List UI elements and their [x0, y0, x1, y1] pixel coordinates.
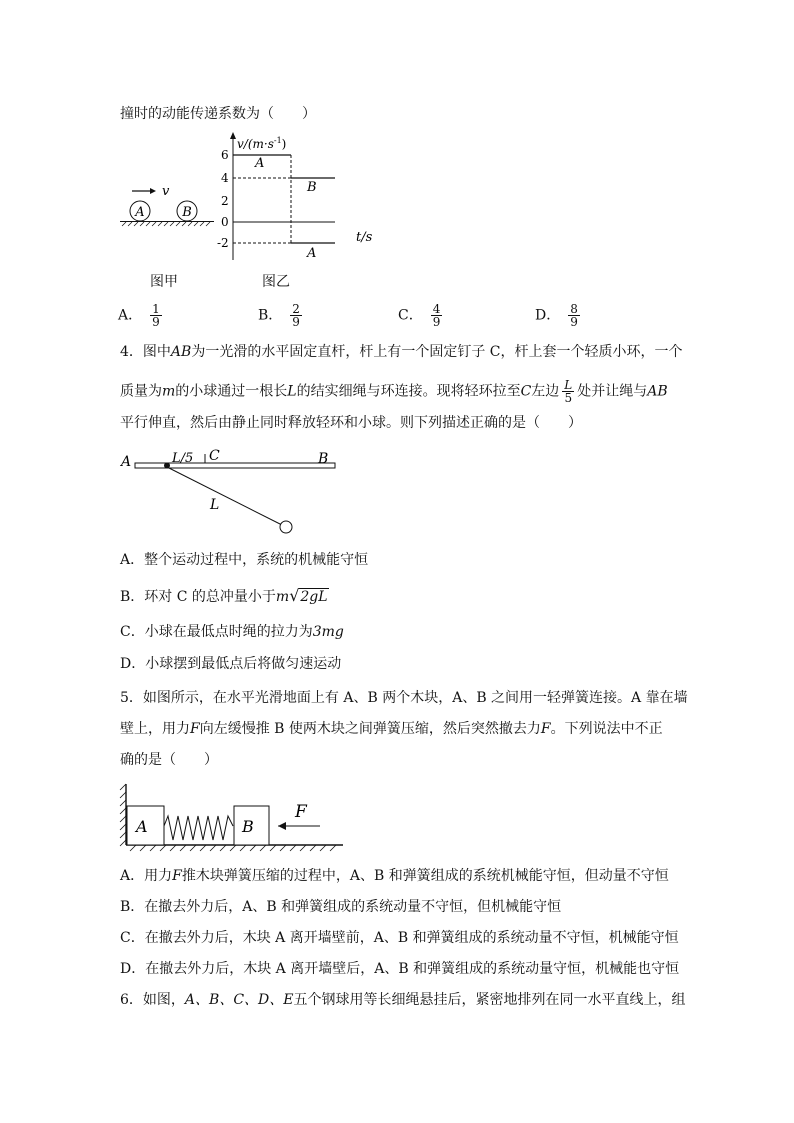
distance-l5-label: L/5 [172, 451, 194, 466]
svg-text:v/(m·s-1) [237, 136, 286, 151]
figure-jia [118, 180, 228, 230]
q5-line-2: 壁上，用力F向左缓慢推 B 使两木块之间弹簧压缩，然后突然撤去力F。下列说法中不正 [120, 721, 663, 737]
block-a-label: A [136, 817, 148, 836]
figure-q5-blocks [118, 782, 348, 852]
q3-stem-tail: 撞时的动能传递系数为（ ） [120, 106, 316, 122]
q5-option-c: C．在撤去外力后，木块 A 离开墙壁前，A、B 和弹簧组成的系统动量不守恒，机械能守恒 [120, 930, 679, 946]
q3-option-c: C． $\frac{4}{9}$ [398, 302, 441, 329]
q4-line-3: 平行伸直，然后由静止同时释放轻环和小球。则下列描述正确的是（ ） [120, 415, 582, 431]
q3-option-d: D． $\frac{8}{9}$ [535, 302, 578, 329]
q6-line-1: 6．如图，A、B、C、D、E五个钢球用等长细绳悬挂后，紧密地排列在同一水平直线上，组 [120, 992, 686, 1008]
block-b-label: B [242, 817, 254, 836]
ball-a-label: A [135, 205, 145, 220]
q5-option-a: A．用力F推木块弹簧压缩的过程中，A、B 和弹簧组成的系统机械能守恒，但动量不守恒 [120, 868, 669, 884]
q5-option-d: D．在撤去外力后，木块 A 离开墙壁后，A、B 和弹簧组成的系统动量守恒，机械能也守恒 [120, 961, 680, 977]
y-tick-2: 2 [221, 194, 229, 208]
nail-c-label: C [209, 448, 220, 464]
y-axis-close: ) [281, 137, 287, 151]
y-tick-6: 6 [221, 148, 229, 162]
figure-yi-caption: 图乙 [262, 274, 290, 290]
velocity-label: v [162, 184, 170, 199]
q4-option-b: B．环对 C 的总冲量小于m√2gL [120, 586, 328, 605]
q5-line-3: 确的是（ ） [120, 752, 218, 768]
rope-l-label: L [210, 497, 220, 513]
y-axis-sup: -1 [273, 136, 282, 145]
line-a-bottom-label: A [307, 246, 317, 261]
force-f-label: F [295, 802, 307, 822]
y-tick-0: 0 [221, 215, 229, 229]
q4-line-1: 4．图中AB为一光滑的水平固定直杆，杆上有一个固定钉子 C，杆上套一个轻质小环，一个 [120, 344, 683, 360]
q3-option-b: B． $\frac{2}{9}$ [258, 302, 300, 329]
y-tick-neg2: -2 [217, 236, 229, 250]
figure-jia-caption: 图甲 [150, 274, 178, 290]
q4-option-c: C．小球在最低点时绳的拉力为3mg [120, 624, 344, 640]
rod-end-b-label: B [318, 451, 329, 467]
rod-end-a-label: A [121, 454, 132, 470]
q3-option-a: A． $\frac{1}{9}$ [118, 302, 160, 329]
figure-q4-rod [118, 445, 348, 540]
q5-option-b: B．在撤去外力后，A、B 和弹簧组成的系统动量不守恒，但机械能守恒 [120, 899, 562, 915]
q4-option-d: D．小球摆到最低点后将做匀速运动 [120, 656, 342, 672]
q5-line-1: 5．如图所示，在水平光滑地面上有 A、B 两个木块，A、B 之间用一轻弹簧连接。A 靠在墙 [120, 690, 688, 706]
q4-line-2: 质量为m的小球通过一根长L的结实细绳与环连接。现将轻环拉至C左边 $\frac{L}{5}$ 处并让绳与AB [120, 378, 668, 405]
y-axis-label: v/(m·s [237, 137, 274, 151]
line-b-label: B [307, 180, 317, 195]
figure-yi [215, 130, 375, 265]
ball-b-label: B [182, 205, 192, 220]
line-a-top-label: A [255, 156, 265, 171]
q4-option-a: A．整个运动过程中，系统的机械能守恒 [120, 552, 369, 568]
x-axis-label: t/s [356, 230, 373, 245]
y-tick-4: 4 [221, 171, 229, 185]
